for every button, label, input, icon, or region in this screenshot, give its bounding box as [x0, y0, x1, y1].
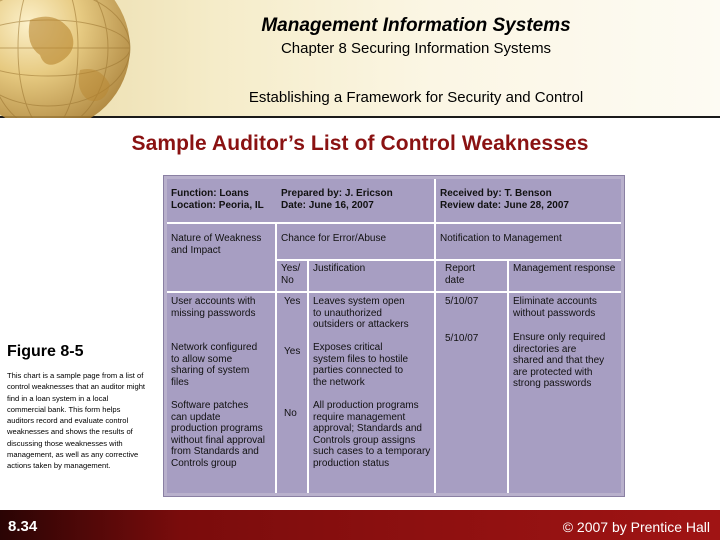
subheader-justification: Justification	[313, 263, 366, 274]
table-cell-line: to unauthorized	[313, 307, 382, 319]
column-header-chance: Chance for Error/Abuse	[281, 233, 387, 244]
received-by-label: Received by: T. Benson	[440, 188, 552, 199]
page-number: 8.34	[8, 518, 38, 535]
table-cell-line: Software patches	[171, 400, 249, 411]
form-header-received	[440, 188, 569, 211]
slide-title: Sample Auditor’s List of Control Weaknesses	[131, 132, 589, 155]
table-cell-line: production programs	[171, 423, 263, 434]
function-label: Function: Loans	[171, 188, 249, 199]
table-cell-line: without passwords	[513, 307, 596, 319]
row3-nature	[171, 400, 265, 469]
auditor-form-figure	[163, 175, 625, 497]
table-cell-line: such cases to a temporary	[313, 446, 431, 457]
figure-caption: This chart is a sample page from a list of control weaknesses that an auditor might find in a loan system in a local commercial bank. This form helps auditors record and evaluate control weaknesses and shows the results of discussing those weaknesses with management, as well as any corrective actions taken by management.	[7, 371, 146, 471]
table-cell-line: without final approval	[171, 434, 265, 446]
table-cell-line: Ensure only required	[513, 332, 606, 343]
column-header-notification: Notification to Management	[440, 233, 562, 244]
row1-response	[513, 296, 597, 319]
subheader-report-date	[445, 263, 475, 286]
table-cell-line: Controls group assigns	[313, 434, 416, 446]
review-date-label: Review date: June 28, 2007	[440, 199, 569, 211]
prepared-by-label: Prepared by: J. Ericson	[281, 188, 393, 199]
section-title: Establishing a Framework for Security and Control	[248, 89, 584, 106]
row2-justification	[313, 342, 408, 388]
row2-yesno: Yes	[284, 346, 301, 357]
table-cell-line: can update	[171, 411, 221, 423]
yesno-header-line: Yes/	[281, 263, 301, 274]
form-header-prepared	[281, 188, 393, 211]
table-cell-line: to allow some	[171, 353, 233, 365]
table-cell-line: directories are	[513, 343, 577, 355]
row1-justification	[313, 296, 409, 331]
table-cell-line: the network	[313, 376, 365, 388]
auditor-form	[167, 179, 621, 493]
report-header-line: date	[445, 274, 465, 286]
subheader-yesno	[281, 263, 300, 286]
divider	[307, 259, 309, 493]
table-cell-line: require management	[313, 411, 406, 423]
row1-nature	[171, 296, 255, 319]
table-cell-line: system files to hostile	[313, 353, 409, 365]
course-title: Management Information Systems	[261, 15, 571, 36]
row3-yesno: No	[284, 408, 297, 419]
row2-report-date: 5/10/07	[445, 333, 479, 344]
date-label: Date: June 16, 2007	[281, 199, 374, 211]
divider	[167, 222, 621, 224]
row3-justification	[313, 400, 430, 469]
table-cell-line: outsiders or attackers	[313, 319, 409, 330]
table-cell-line: missing passwords	[171, 307, 256, 319]
location-label: Location: Peoria, IL	[171, 199, 264, 211]
table-cell-line: User accounts with	[171, 296, 256, 307]
report-header-line: Report	[445, 263, 476, 274]
table-cell-line: All production programs	[313, 400, 419, 411]
row1-yesno: Yes	[284, 296, 301, 307]
table-cell-line: strong passwords	[513, 378, 592, 389]
table-cell-line: parties connected to	[313, 365, 404, 376]
copyright-notice: © 2007 by Prentice Hall	[562, 519, 710, 535]
chapter-title: Chapter 8 Securing Information Systems	[280, 40, 552, 57]
table-cell-line: files	[171, 376, 189, 388]
table-cell-line: sharing of system	[171, 365, 250, 376]
divider	[434, 179, 436, 493]
row1-report-date: 5/10/07	[445, 296, 479, 307]
divider	[275, 222, 277, 493]
table-cell-line: from Standards and	[171, 446, 259, 457]
table-cell-line: are protected with	[513, 366, 593, 378]
row2-nature	[171, 342, 257, 388]
row2-response	[513, 332, 605, 390]
subheader-response: Management response	[513, 263, 616, 274]
table-cell-line: Exposes critical	[313, 342, 383, 353]
table-cell-line: Controls group	[171, 457, 237, 469]
nature-header-line: Nature of Weakness	[171, 233, 262, 244]
divider	[507, 259, 509, 493]
table-cell-line: Network configured	[171, 342, 258, 353]
table-cell-line: Leaves system open	[313, 296, 405, 307]
figure-label: Figure 8-5	[7, 343, 84, 360]
column-header-nature	[171, 233, 261, 256]
slide-header	[0, 0, 720, 118]
yesno-header-line: No	[281, 274, 294, 286]
table-cell-line: Eliminate accounts	[513, 296, 597, 307]
table-cell-line: shared and that they	[513, 355, 605, 366]
table-cell-line: production status	[313, 457, 390, 469]
slide-footer	[0, 510, 720, 540]
divider	[275, 259, 621, 261]
form-header-function	[171, 188, 264, 211]
table-cell-line: approval; Standards and	[313, 423, 422, 434]
divider	[167, 291, 621, 293]
nature-header-line: and Impact	[171, 244, 221, 256]
